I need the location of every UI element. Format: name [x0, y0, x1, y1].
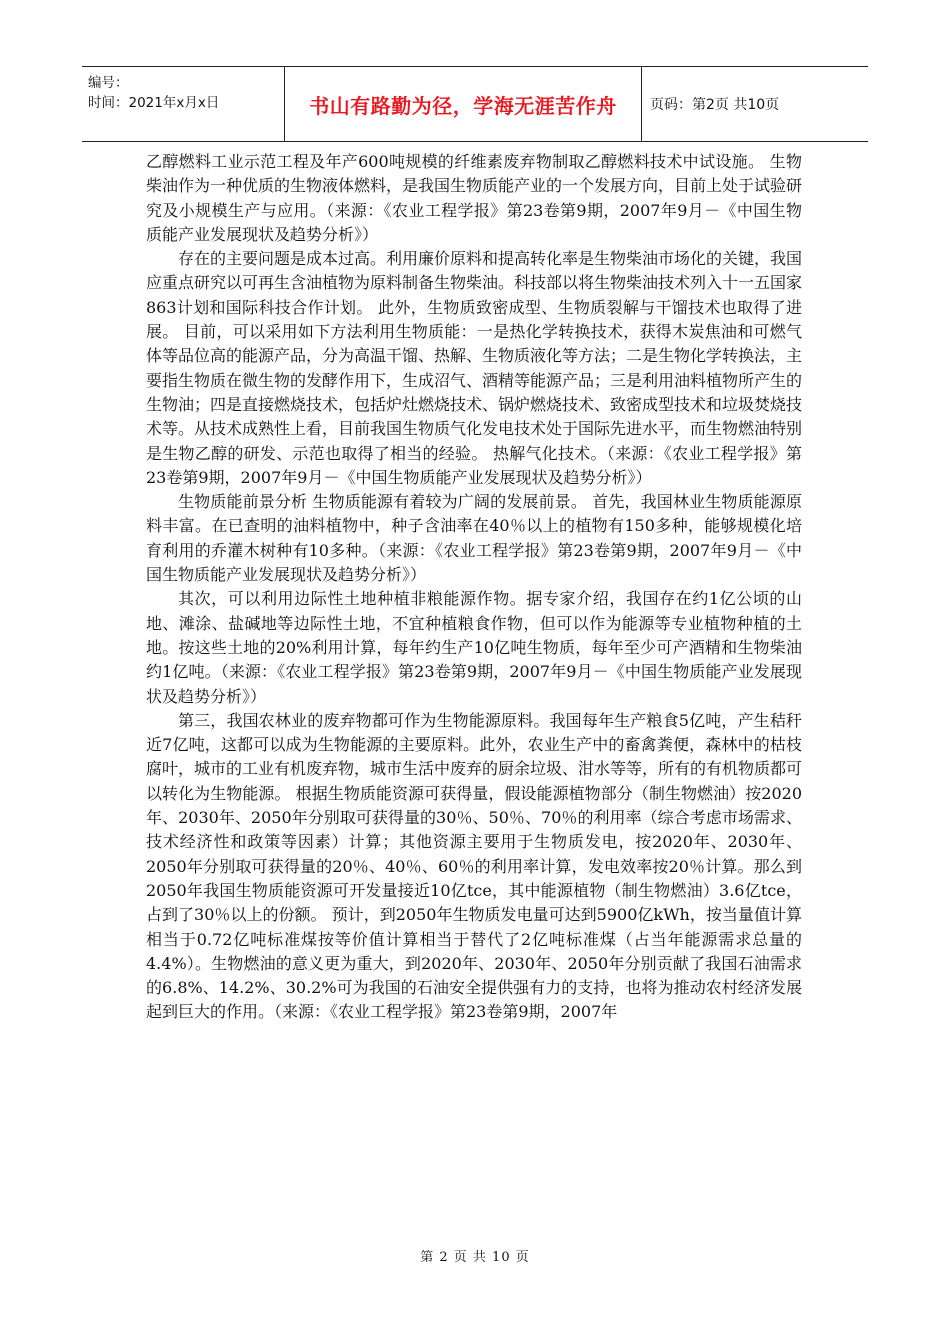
- paragraph: 乙醇燃料工业示范工程及年产600吨规模的纤维素废弃物制取乙醇燃料技术中试设施。 生物柴油作为一种优质的生物液体燃料，是我国生物质能产业的一个发展方向，目前上处于试验研究及小规模生产与应用。（来源：《农业工程学报》第23卷第9期，2007年9月－《中国生物质能产业发展现状及趋势分析》）: [146, 152, 803, 244]
- header-motto: 书山有路勤为径，学海无涯苦作舟: [285, 67, 642, 141]
- page-footer: 第 2 页 共 10 页: [420, 1250, 530, 1265]
- document-body: [146, 150, 802, 1025]
- page-header: [82, 66, 868, 142]
- serial-number-label: 编号：: [88, 75, 129, 91]
- paragraph: 第三，我国农林业的废弃物都可作为生物能源原料。我国每年生产粮食5亿吨，产生秸秆近7亿吨，这都可以成为生物能源的主要原料。此外，农业生产中的畜禽粪便，森林中的枯枝腐叶，城市的工业有机废弃物，城市生活中废弃的厨余垃圾、泔水等等，所有的有机物质都可以转化为生物能源。 根据生物质能资源可获得量，假设能源植物部分（制生物燃油）按2020年、2030年、2050年分别取可获得量的30％、50％、70％的利用率（综合考虑市场需求、技术经济性和政策等因素）计算；其他资源主要用于生物质发电，按2020年、2030年、2050年分别取可获得量的20％、40％、60％的利用率计算，发电效率按20％计算。那么到2050年我国生物质能资源可开发量接近10亿tce，其中能源植物（制生物燃油）3.6亿tce，占到了30％以上的份额。 预计，到2050年生物质发电量可达到5900亿kWh，按当量值计算相当于0.72亿吨标准煤按等价值计算相当于替代了2亿吨标准煤（占当年能源需求总量的4.4%）。生物燃油的意义更为重大，到2020年、2030年、2050年分别贡献了我国石油需求的6.8%、14.2%、30.2%可为我国的石油安全提供强有力的支持，也将为推动农村经济发展起到巨大的作用。（来源：《农业工程学报》第23卷第9期，2007年: [146, 710, 803, 1022]
- paragraph: 存在的主要问题是成本过高。利用廉价原料和提高转化率是生物柴油市场化的关键，我国应重点研究以可再生含油植物为原料制备生物柴油。科技部以将生物柴油技术列入十一五国家863计划和国际科技合作计划。 此外，生物质致密成型、生物质裂解与干馏技术也取得了进展。 目前，可以采用如下方法利用生物质能：一是热化学转换技术，获得木炭焦油和可燃气体等品位高的能源产品，分为高温干馏、热解、生物质液化等方法；二是生物化学转换法，主要指生物质在微生物的发酵作用下，生成沼气、酒精等能源产品；三是利用油料植物所产生的生物油；四是直接燃烧技术，包括炉灶燃烧技术、锅炉燃烧技术、致密成型技术和垃圾焚烧技术等。从技术成熟性上看，目前我国生物质气化发电技术处于国际先进水平，而生物燃油特别是生物乙醇的研发、示范也取得了相当的经验。 热解气化技术。（来源：《农业工程学报》第23卷第9期，2007年9月－《中国生物质能产业发展现状及趋势分析》）: [146, 249, 803, 487]
- paragraph: 生物质能前景分析 生物质能源有着较为广阔的发展前景。 首先，我国林业生物质能源原料丰富。在已查明的油料植物中，种子含油率在40％以上的植物有150多种，能够规模化培育利用的乔灌木树种有10多种。（来源：《农业工程学报》第23卷第9期，2007年9月－《中国生物质能产业发展现状及趋势分析》）: [146, 492, 802, 585]
- header-meta: [82, 67, 285, 141]
- header-page-info: 页码：第2页 共10页: [650, 97, 780, 113]
- date-label: 时间：2021年x月x日: [88, 95, 220, 111]
- paragraph: 其次，可以利用边际性土地种植非粮能源作物。据专家介绍，我国存在约1亿公顷的山地、滩涂、盐碱地等边际性土地，不宜种植粮食作物，但可以作为能源等专业植物种植的土地。按这些土地的20%利用计算，每年约生产10亿吨生物质，每年至少可产酒精和生物柴油约1亿吨。（来源：《农业工程学报》第23卷第9期，2007年9月－《中国生物质能产业发展现状及趋势分析》）: [146, 589, 802, 706]
